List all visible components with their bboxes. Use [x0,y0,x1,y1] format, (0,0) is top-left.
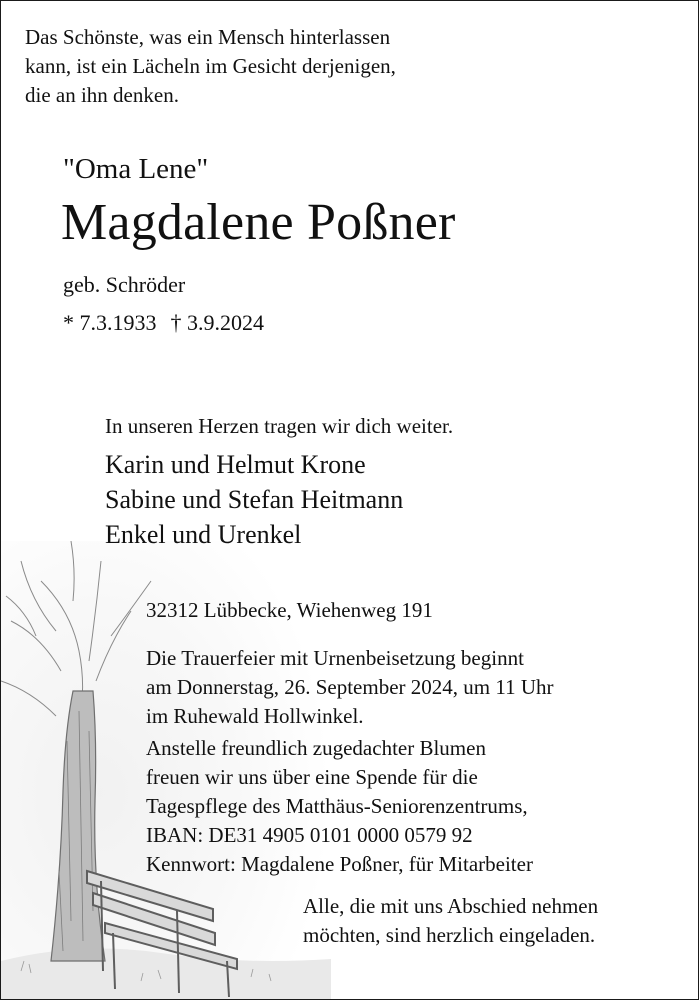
mourners-intro: In unseren Herzen tragen wir dich weiter. [105,414,454,438]
donation-info [146,734,533,879]
ceremony-line: im Ruhewald Hollwinkel. [146,704,364,728]
closing-invitation [303,892,598,950]
donation-line: freuen wir uns über eine Spende für die [146,765,478,789]
mourner-name: Karin und Helmut Krone [105,450,366,479]
ceremony-line: am Donnerstag, 26. September 2024, um 11 Uhr [146,675,554,699]
ceremony-info [146,644,553,731]
mourner-name: Enkel und Urenkel [105,520,302,549]
donation-line: Kennwort: Magdalene Poßner, für Mitarbeiter [146,852,533,876]
closing-line: möchten, sind herzlich eingeladen. [303,923,596,947]
birth-name: geb. Schröder [63,272,186,297]
donation-line: IBAN: DE31 4905 0101 0000 0579 92 [146,823,473,847]
motto-quote [25,23,396,110]
death-date: † 3.9.2024 [170,310,264,335]
address: 32312 Lübbecke, Wiehenweg 191 [146,598,433,622]
mourner-name: Sabine und Stefan Heitmann [105,485,404,514]
motto-line: die an ihn denken. [25,83,179,107]
ceremony-line: Die Trauerfeier mit Urnenbeisetzung beginnt [146,646,524,670]
deceased-name: Magdalene Poßner [61,194,456,251]
donation-line: Tagespflege des Matthäus-Seniorenzentrums, [146,794,528,818]
motto-line: Das Schönste, was ein Mensch hinterlassen [25,25,391,49]
mourners-list [105,447,403,552]
donation-line: Anstelle freundlich zugedachter Blumen [146,736,486,760]
motto-line: kann, ist ein Lächeln im Gesicht derjenigen, [25,54,396,78]
nickname: "Oma Lene" [63,153,209,185]
closing-line: Alle, die mit uns Abschied nehmen [303,894,599,918]
life-dates [63,310,264,336]
birth-date: * 7.3.1933 [63,310,157,335]
